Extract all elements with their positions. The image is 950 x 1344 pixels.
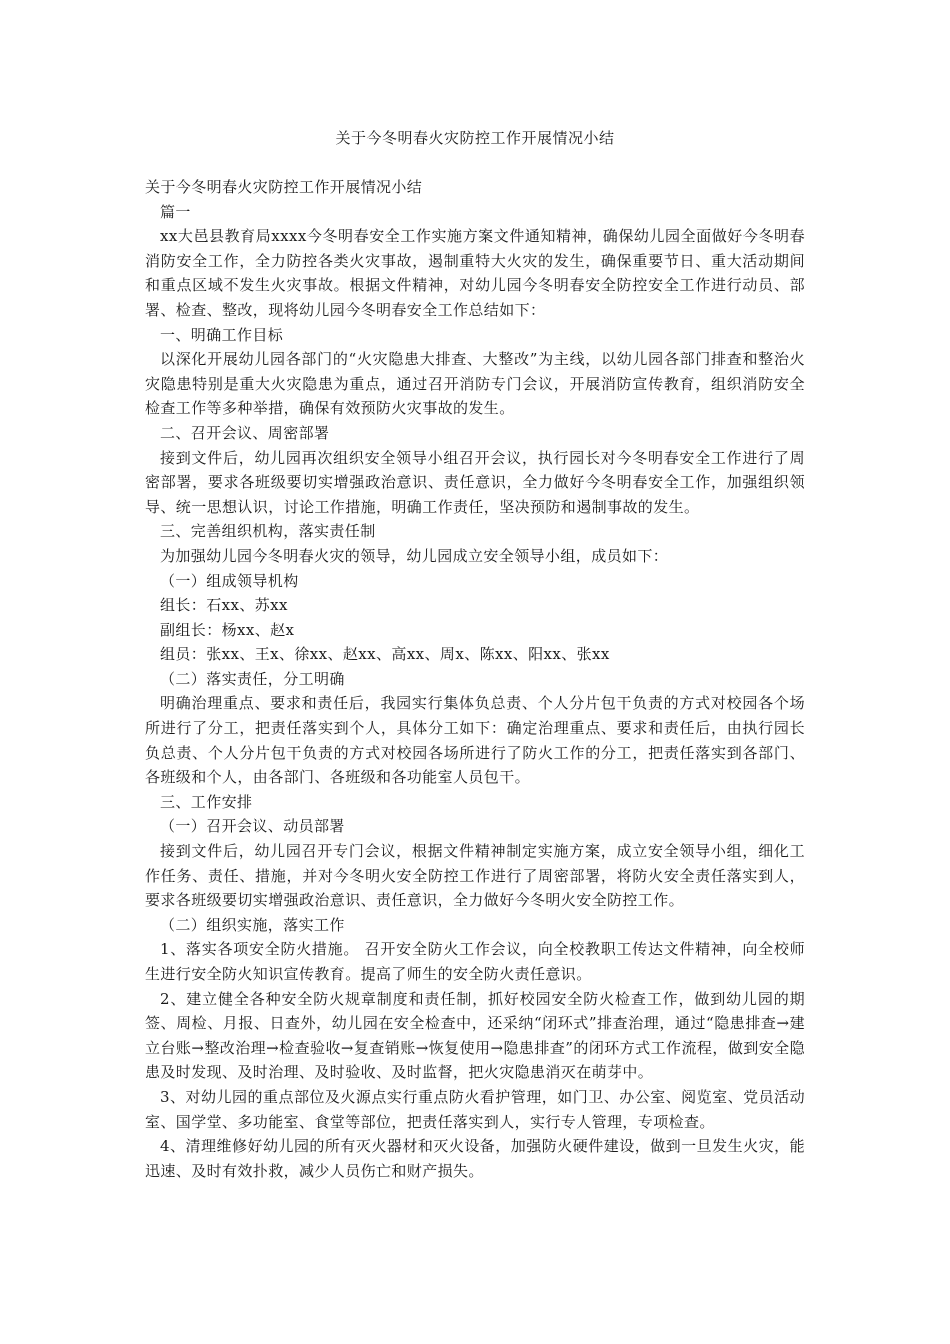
paragraph: 篇一	[160, 202, 191, 221]
paragraph: （一）召开会议、动员部署	[160, 817, 345, 836]
paragraph: 为加强幼儿园今冬明春火灾的领导，幼儿园成立安全领导小组，成员如下：	[160, 546, 669, 565]
paragraph: 副组长：杨xx、赵x	[160, 620, 295, 639]
paragraph: 关于今冬明春火灾防控工作开展情况小结	[145, 178, 423, 196]
document-body	[145, 175, 805, 1183]
paragraph: 三、工作安排	[160, 792, 253, 811]
paragraph: 4、清理维修好幼儿园的所有灭火器材和灭火设备，加强防火硬件建设，做到一旦发生火灾，能迅速、及时有效扑救，减少人员伤亡和财产损失。	[145, 1137, 805, 1180]
paragraph: 接到文件后，幼儿园召开专门会议，根据文件精神制定实施方案，成立安全领导小组，细化工作任务、责任、措施，并对今冬明火安全防控工作进行了周密部署，将防火安全责任落实到人，要求各班级要切实增强政治意识、责任意识，全力做好今冬明火安全防控工作。	[145, 842, 805, 910]
paragraph: 二、召开会议、周密部署	[160, 423, 330, 442]
paragraph: 组员：张xx、王x、徐xx、赵xx、高xx、周x、陈xx、阳xx、张xx	[160, 645, 610, 664]
paragraph: 以深化开展幼儿园各部门的“火灾隐患大排查、大整改”为主线，以幼儿园各部门排查和整治火灾隐患特别是重大火灾隐患为重点，通过召开消防专门会议，开展消防宣传教育，组织消防安全检查工作等多种举措，确保有效预防火灾事故的发生。	[145, 350, 805, 418]
paragraph: 接到文件后，幼儿园再次组织安全领导小组召开会议，执行园长对今冬明春安全工作进行了周密部署，要求各班级要切实增强政治意识、责任意识，全力做好今冬明春安全工作，加强组织领导、统一思想认识，讨论工作措施，明确工作责任，坚决预防和遏制事故的发生。	[145, 448, 805, 516]
paragraph: 一、明确工作目标	[160, 325, 284, 344]
paragraph: 1、落实各项安全防火措施。 召开安全防火工作会议，向全校教职工传达文件精神，向全校师生进行安全防火知识宣传教育。提高了师生的安全防火责任意识。	[145, 940, 805, 983]
paragraph: 2、建立健全各种安全防火规章制度和责任制，抓好校园安全防火检查工作，做到幼儿园的期签、周检、月报、日查外，幼儿园在安全检查中，还采纳“闭环式”排查治理，通过“隐患排查→建立台账→整改治理→检查验收→复查销账→恢复使用→隐患排查”的闭环方式工作流程，做到安全隐患及时发现、及时治理、及时验收、及时监督，把火灾隐患消灭在萌芽中。	[145, 989, 805, 1082]
paragraph: 明确治理重点、要求和责任后，我园实行集体负总责、个人分片包干负责的方式对校园各个场所进行了分工，把责任落实到个人，具体分工如下：确定治理重点、要求和责任后，由执行园长负总责、个人分片包干负责的方式对校园各场所进行了防火工作的分工，把责任落实到各部门、各班级和个人，由各部门、各班级和各功能室人员包干。	[145, 694, 805, 787]
paragraph: （二）落实责任，分工明确	[160, 669, 345, 688]
paragraph: （一）组成领导机构	[160, 571, 299, 590]
paragraph: （二）组织实施，落实工作	[160, 915, 345, 934]
paragraph: xx大邑县教育局xxxx今冬明春安全工作实施方案文件通知精神，确保幼儿园全面做好今冬明春消防安全工作，全力防控各类火灾事故，遏制重特大火灾的发生，确保重要节日、重大活动期间和重点区域不发生火灾事故。根据文件精神，对幼儿园今冬明春安全防控安全工作进行动员、部署、检查、整改，现将幼儿园今冬明春安全工作总结如下：	[145, 227, 805, 319]
document-title: 关于今冬明春火灾防控工作开展情况小结	[335, 129, 615, 147]
paragraph: 三、完善组织机构，落实责任制	[160, 522, 376, 541]
paragraph: 组长：石xx、苏xx	[160, 596, 288, 615]
paragraph: 3、对幼儿园的重点部位及火源点实行重点防火看护管理，如门卫、办公室、阅览室、党员活动室、国学堂、多功能室、食堂等部位，把责任落实到人，实行专人管理，专项检查。	[145, 1087, 805, 1131]
